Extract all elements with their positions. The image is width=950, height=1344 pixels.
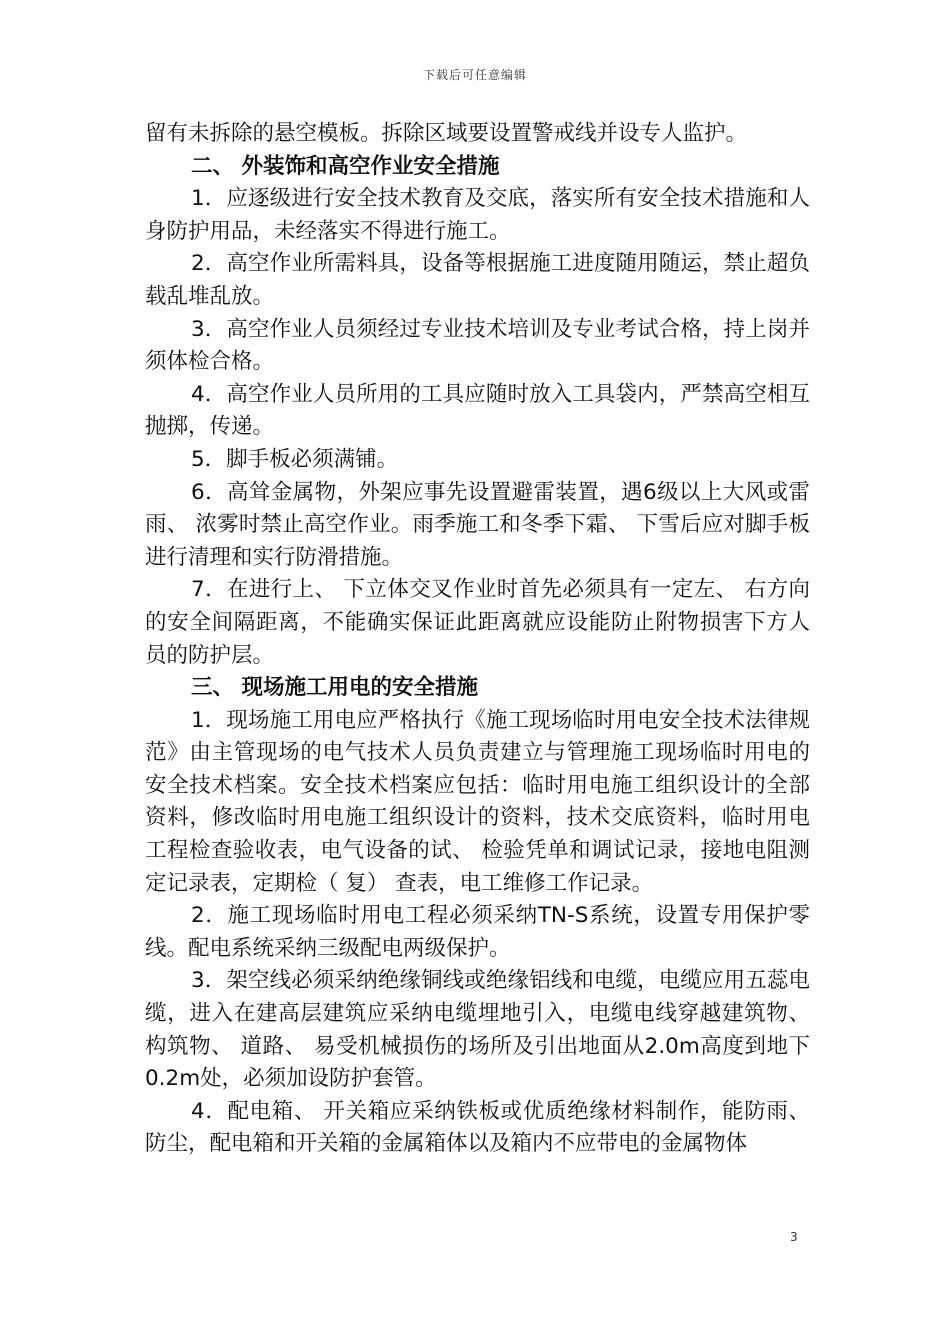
paragraph-3-2: 2．施工现场临时用电工程必须采纳TN-S系统，设置专用保护零线。配电系统采纳三级配电两级保护。	[145, 903, 810, 961]
section-heading-2: 二、 外装饰和高空作业安全措施	[191, 153, 500, 179]
page-number: 3	[790, 1230, 798, 1244]
paragraph-3-3: 3．架空线必须采纳绝缘铜线或绝缘铝线和电缆，电缆应用五蕊电缆，进入在建高层建筑应采纳电缆埋地引入，电缆电线穿越建筑物、 构筑物、 道路、 易受机械损伤的场所及引出地面从2.0m高度到地下0.2m处，必须加设防护套管。	[145, 968, 810, 1092]
paragraph-2-1: 1．应逐级进行安全技术教育及交底，落实所有安全技术措施和人身防护用品，未经落实不得进行施工。	[145, 186, 810, 244]
document-body	[145, 118, 810, 1161]
paragraph-3-1: 1．现场施工用电应严格执行《施工现场临时用电安全技术法律规范》由主管现场的电气技术人员负责建立与管理施工现场临时用电的安全技术档案。安全技术档案应包括：临时用电施工组织设计的全部资料，修改临时用电施工组织设计的资料，技术交底资料，临时用电工程检查验收表，电气设备的试、 检验凭单和调试记录，接地电阻测定记录表，定期检（ 复） 查表，电工维修工作记录。	[145, 707, 810, 896]
paragraph-2-4: 4．高空作业人员所用的工具应随时放入工具袋内，严禁高空相互抛掷，传递。	[145, 381, 810, 440]
paragraph-2-2: 2．高空作业所需料具，设备等根据施工进度随用随运，禁止超负载乱堆乱放。	[145, 251, 810, 309]
section-heading-3: 三、 现场施工用电的安全措施	[191, 675, 478, 701]
page-header: 下载后可任意编辑	[422, 68, 527, 82]
paragraph-continuation: 留有未拆除的悬空模板。拆除区域要设置警戒线并设专人监护。	[145, 121, 748, 146]
paragraph-2-6: 6．高耸金属物，外架应事先设置避雷装置，遇6级以上大风或雷雨、 浓雾时禁止高空作业。雨季施工和冬季下霜、 下雪后应对脚手板进行清理和实行防滑措施。	[145, 479, 810, 570]
paragraph-3-4: 4．配电箱、 开关箱应采纳铁板或优质绝缘材料制作，能防雨、 防尘，配电箱和开关箱的金属箱体以及箱内不应带电的金属物体	[145, 1098, 810, 1157]
paragraph-2-7: 7．在进行上、 下立体交叉作业时首先必须具有一定左、 右方向的安全间隔距离，不能确实保证此距离就应设能防止附物损害下方人员的防护层。	[145, 577, 810, 668]
paragraph-2-3: 3．高空作业人员须经过专业技术培训及专业考试合格，持上岗并须体检合格。	[145, 316, 810, 375]
paragraph-2-5: 5．脚手板必须满铺。	[191, 446, 399, 472]
